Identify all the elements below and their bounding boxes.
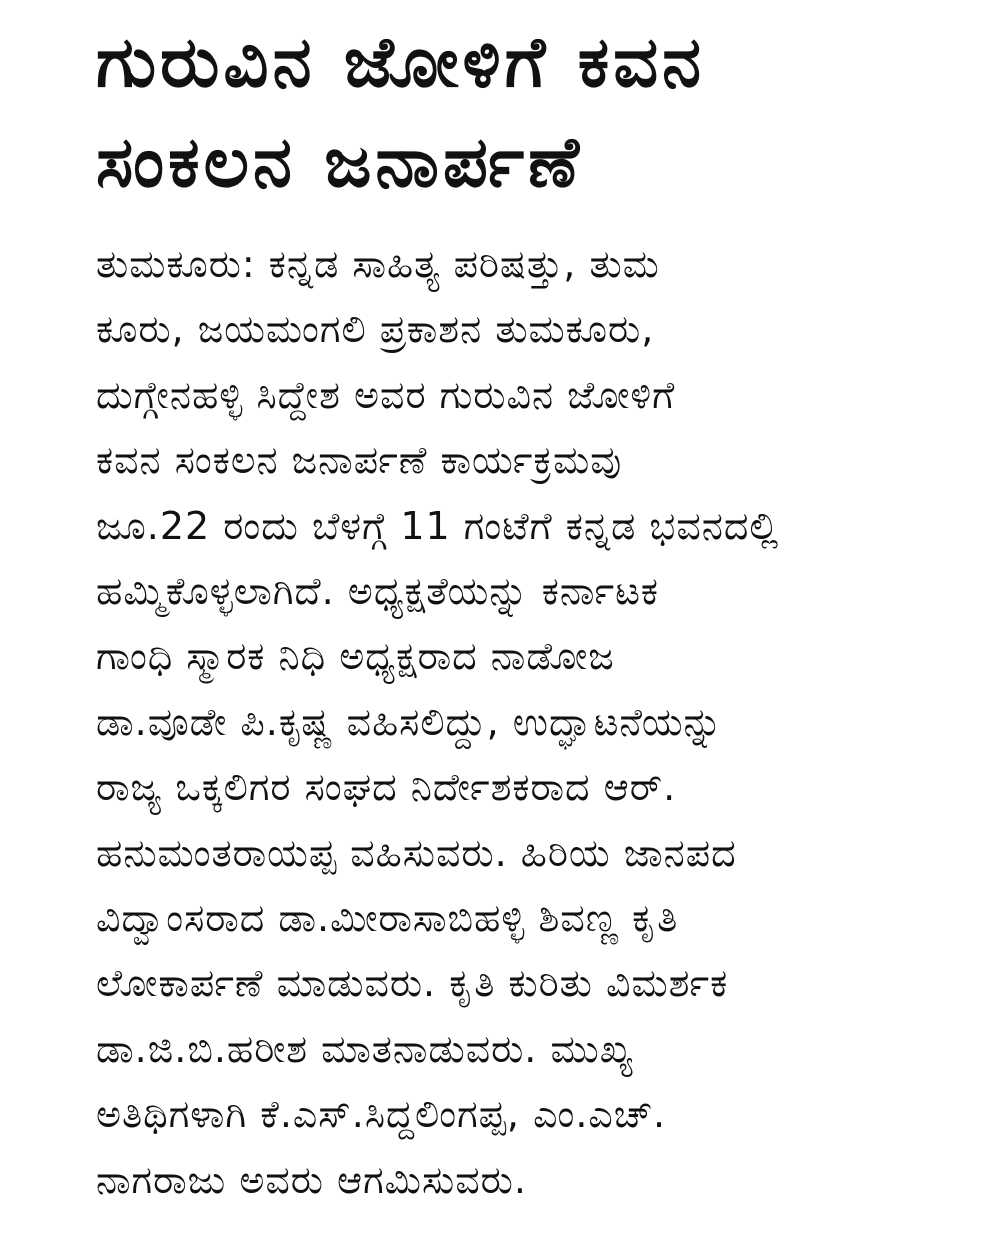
body-line: ಹನುಮಂತರಾಯಪ್ಪ ವಹಿಸುವರು. ಹಿರಿಯ ಜಾನಪದ [96,830,737,875]
body-line: ಹಮ್ಮಿಕೊಳ್ಳಲಾಗಿದೆ. ಅಧ್ಯಕ್ಷತೆಯನ್ನು ಕರ್ನಾಟಕ [96,569,660,614]
headline-line: ಗುರುವಿನ ಜೋಳಿಗೆ ಕವನ [96,21,706,103]
body-line: ದುಗ್ಗೇನಹಳ್ಳಿ ಸಿದ್ದೇಶ ಅವರ ಗುರುವಿನ ಜೋಳಿಗೆ [96,372,676,417]
body-line: ಅತಿಥಿಗಳಾಗಿ ಕೆ.ಎಸ್.ಸಿದ್ದಲಿಂಗಪ್ಪ, ಎಂ.ಎಚ್. [96,1092,667,1137]
body-line: ರಾಜ್ಯ ಒಕ್ಕಲಿಗರ ಸಂಘದ ನಿರ್ದೇಶಕರಾದ ಆರ್. [96,765,677,810]
body-line: ಲೋಕಾರ್ಪಣೆ ಮಾಡುವರು. ಕೃತಿ ಕುರಿತು ವಿಮರ್ಶಕ [96,961,729,1006]
body-line: ನಾಗರಾಜು ಅವರು ಆಗಮಿಸುವರು. [96,1157,527,1202]
body-line: ವಿದ್ವಾಂಸರಾದ ಡಾ.ಮೀರಾಸಾಬಿಹಳ್ಳಿ ಶಿವಣ್ಣ ಕೃತಿ [96,896,679,941]
body-line: ಕೂರು, ಜಯಮಂಗಲಿ ಪ್ರಕಾಶನ ತುಮಕೂರು, [96,307,655,352]
body-line: ಜೂ.22 ರಂದು ಬೆಳಗ್ಗೆ 11 ಗಂಟೆಗೆ ಕನ್ನಡ ಭವನದಲ್ಲಿ [96,503,780,548]
body-line: ಡಾ.ಜಿ.ಬಿ.ಹರೀಶ ಮಾತನಾಡುವರು. ಮುಖ್ಯ [96,1026,634,1071]
headline-line: ಸಂಕಲನ ಜನಾರ್ಪಣೆ [96,121,584,203]
body-line: ಗಾಂಧಿ ಸ್ಮಾರಕ ನಿಧಿ ಅಧ್ಯಕ್ಷರಾದ ನಾಡೋಜ [96,634,615,679]
article-body [96,232,943,1213]
body-line: ತುಮಕೂರು: ಕನ್ನಡ ಸಾಹಿತ್ಯ ಪರಿಷತ್ತು, ತುಮ [96,242,660,286]
body-line: ಕವನ ಸಂಕಲನ ಜನಾರ್ಪಣೆ ಕಾರ್ಯಕ್ರಮವು [96,438,623,483]
headline [96,12,943,212]
body-line: ಡಾ.ವೂಡೇ ಪಿ.ಕೃಷ್ಣ ವಹಿಸಲಿದ್ದು, ಉದ್ಘಾಟನೆಯನ್ನು [96,699,723,744]
